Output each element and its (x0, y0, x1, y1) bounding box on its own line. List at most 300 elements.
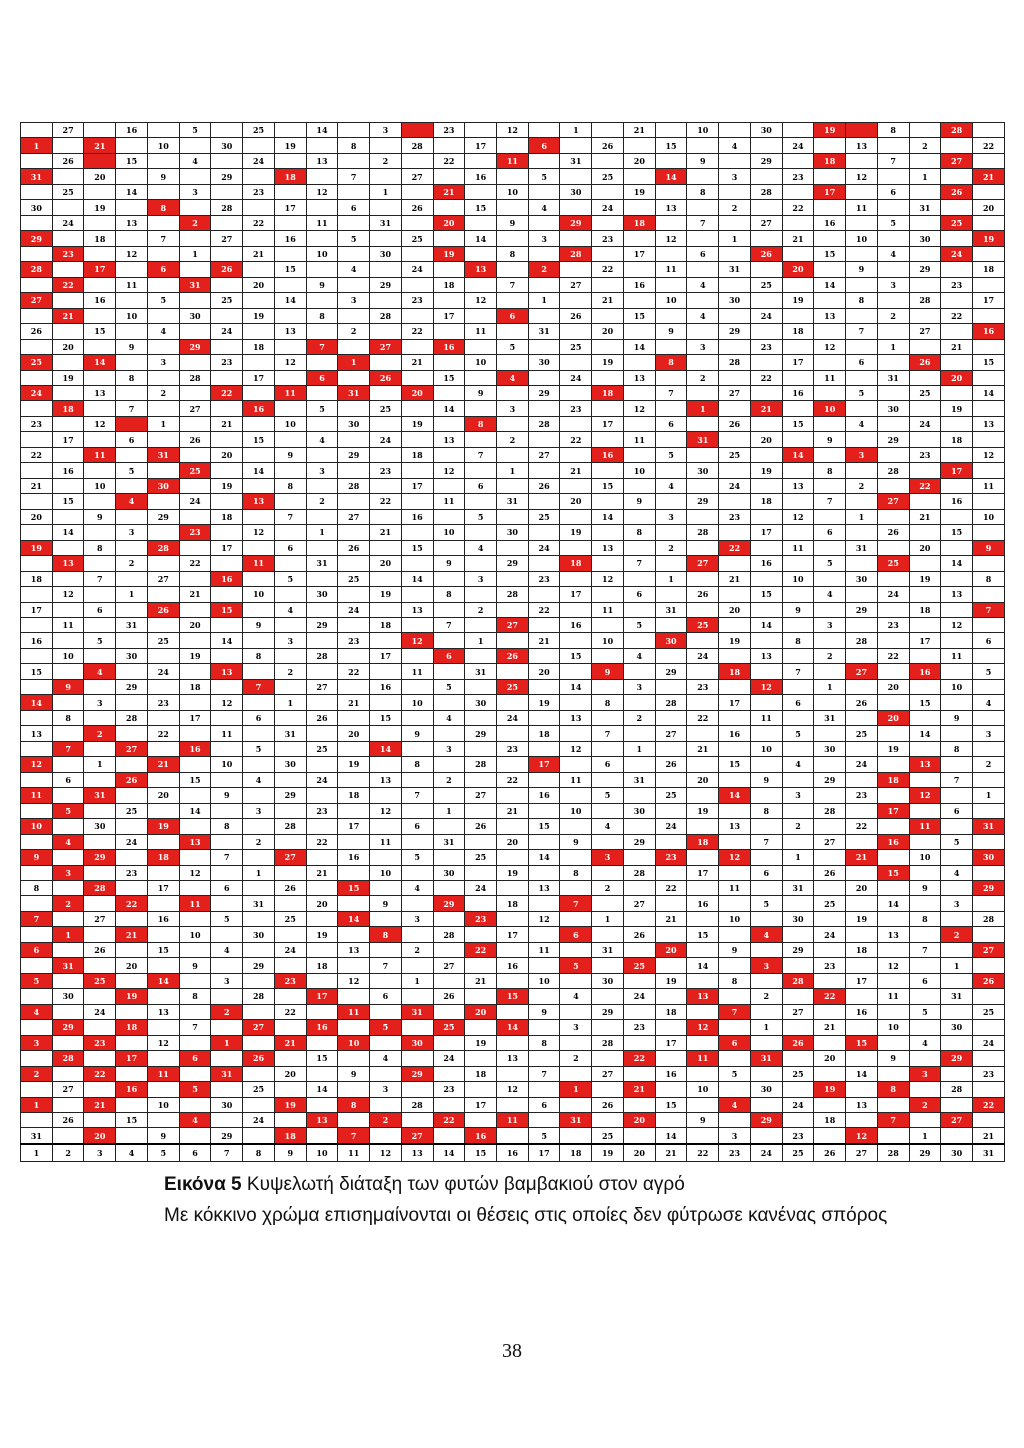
grid-cell (179, 355, 211, 370)
grid-cell (814, 911, 846, 926)
grid-cell (782, 401, 814, 416)
grid-row (21, 571, 1005, 586)
grid-cell-missing: 11 (84, 447, 116, 462)
grid-cell-missing: 27 (370, 339, 402, 354)
grid-cell (338, 370, 370, 385)
grid-cell: 19 (877, 741, 909, 756)
grid-cell (179, 788, 211, 803)
grid-cell: 17 (497, 927, 529, 942)
grid-cell (116, 911, 148, 926)
grid-row (21, 633, 1005, 648)
grid-cell: 31 (306, 556, 338, 571)
grid-cell-missing: 11 (497, 1113, 529, 1128)
grid-cell (433, 602, 465, 617)
grid-cell (211, 246, 243, 261)
grid-cell (560, 540, 592, 555)
grid-cell (846, 989, 878, 1004)
grid-cell-missing: 3 (909, 1066, 941, 1081)
grid-cell: 21 (623, 123, 655, 138)
grid-cell (147, 958, 179, 973)
grid-cell: 8 (116, 370, 148, 385)
grid-row (21, 246, 1005, 261)
grid-cell: 28 (750, 184, 782, 199)
grid-cell-missing: 27 (846, 664, 878, 679)
grid-cell (497, 509, 529, 524)
grid-cell (528, 370, 560, 385)
grid-cell (274, 153, 306, 168)
grid-cell: 28 (243, 989, 275, 1004)
grid-cell (116, 1097, 148, 1112)
grid-cell (973, 494, 1005, 509)
grid-cell (243, 447, 275, 462)
grid-row (21, 710, 1005, 725)
grid-cell: 2 (973, 757, 1005, 772)
grid-cell: 2 (814, 648, 846, 663)
grid-cell (274, 463, 306, 478)
grid-cell (401, 401, 433, 416)
grid-cell: 21 (370, 525, 402, 540)
grid-cell (687, 231, 719, 246)
grid-cell-missing: 6 (21, 942, 53, 957)
grid-cell: 28 (592, 1035, 624, 1050)
grid-cell (211, 772, 243, 787)
grid-cell: 27 (719, 385, 751, 400)
grid-cell: 3 (274, 633, 306, 648)
grid-cell: 24 (623, 989, 655, 1004)
grid-cell (687, 664, 719, 679)
grid-cell (814, 1128, 846, 1144)
grid-cell: 7 (338, 169, 370, 184)
grid-cell: 10 (147, 138, 179, 153)
grid-cell-missing: 16 (211, 571, 243, 586)
grid-cell (846, 896, 878, 911)
grid-cell (877, 757, 909, 772)
grid-cell (592, 463, 624, 478)
grid-cell (846, 215, 878, 230)
grid-cell: 12 (338, 973, 370, 988)
grid-cell: 20 (497, 834, 529, 849)
grid-cell (814, 416, 846, 431)
grid-cell: 26 (274, 880, 306, 895)
grid-cell (84, 463, 116, 478)
grid-row (21, 1066, 1005, 1081)
grid-cell-missing: 11 (338, 1004, 370, 1019)
grid-cell: 28 (973, 911, 1005, 926)
grid-cell: 9 (687, 1113, 719, 1128)
grid-cell (147, 710, 179, 725)
grid-cell: 12 (623, 401, 655, 416)
grid-cell: 25 (846, 726, 878, 741)
grid-cell-missing: 25 (941, 215, 973, 230)
cotton-plant-grid (20, 122, 1005, 1162)
grid-cell: 12 (465, 293, 497, 308)
grid-cell: 16 (401, 509, 433, 524)
grid-cell-missing: 22 (52, 277, 84, 292)
caption-title: Κυψελωτή διάταξη των φυτών βαμβακιού στον αγρό (246, 1174, 685, 1195)
grid-cell: 5 (592, 788, 624, 803)
grid-cell (528, 587, 560, 602)
grid-cell (877, 293, 909, 308)
grid-cell (560, 1097, 592, 1112)
grid-cell: 1 (433, 803, 465, 818)
grid-cell (338, 1020, 370, 1035)
grid-cell-missing: 24 (21, 385, 53, 400)
grid-cell: 6 (116, 432, 148, 447)
grid-cell (211, 123, 243, 138)
grid-cell: 19 (179, 648, 211, 663)
grid-cell-missing: 13 (306, 1113, 338, 1128)
grid-cell-missing: 31 (52, 958, 84, 973)
grid-cell-missing: 18 (623, 215, 655, 230)
grid-cell-missing: 19 (21, 540, 53, 555)
column-number: 21 (655, 1144, 687, 1161)
grid-cell (84, 525, 116, 540)
grid-cell (306, 169, 338, 184)
grid-cell (973, 153, 1005, 168)
grid-cell (623, 788, 655, 803)
grid-cell: 6 (370, 989, 402, 1004)
grid-cell: 18 (750, 494, 782, 509)
grid-cell: 16 (687, 896, 719, 911)
grid-cell-missing: 1 (338, 355, 370, 370)
grid-cell (592, 927, 624, 942)
grid-cell (243, 540, 275, 555)
grid-cell-missing: 19 (814, 1082, 846, 1097)
grid-cell: 17 (179, 710, 211, 725)
grid-cell (52, 293, 84, 308)
grid-cell (433, 942, 465, 957)
grid-cell: 14 (401, 571, 433, 586)
grid-cell-missing: 28 (52, 1051, 84, 1066)
grid-row (21, 401, 1005, 416)
grid-cell-missing: 4 (116, 494, 148, 509)
grid-cell: 11 (560, 772, 592, 787)
grid-cell (750, 633, 782, 648)
grid-cell: 2 (147, 385, 179, 400)
grid-cell: 18 (528, 726, 560, 741)
grid-row (21, 927, 1005, 942)
grid-cell (750, 1097, 782, 1112)
grid-cell: 21 (814, 1020, 846, 1035)
grid-cell: 24 (687, 648, 719, 663)
grid-cell: 13 (560, 710, 592, 725)
grid-cell: 6 (973, 633, 1005, 648)
grid-cell: 10 (687, 123, 719, 138)
grid-cell (719, 1082, 751, 1097)
grid-cell (401, 184, 433, 199)
grid-cell: 10 (497, 184, 529, 199)
grid-cell-missing: 23 (179, 525, 211, 540)
grid-cell: 15 (560, 648, 592, 663)
grid-cell: 30 (338, 416, 370, 431)
grid-cell (592, 123, 624, 138)
grid-cell: 27 (147, 571, 179, 586)
grid-cell (655, 123, 687, 138)
grid-cell (782, 927, 814, 942)
grid-cell: 12 (274, 355, 306, 370)
grid-cell: 18 (497, 896, 529, 911)
grid-cell (814, 788, 846, 803)
grid-cell-missing: 13 (687, 989, 719, 1004)
grid-cell (147, 679, 179, 694)
grid-cell: 24 (497, 710, 529, 725)
grid-cell: 17 (623, 246, 655, 261)
grid-cell: 10 (433, 525, 465, 540)
grid-cell: 20 (116, 958, 148, 973)
grid-cell-missing: 21 (623, 1082, 655, 1097)
grid-cell (687, 911, 719, 926)
grid-cell (211, 184, 243, 199)
grid-cell-missing: 25 (877, 556, 909, 571)
grid-cell (814, 200, 846, 215)
grid-cell: 4 (592, 819, 624, 834)
grid-cell-missing: 26 (909, 355, 941, 370)
grid-cell-missing: 12 (750, 679, 782, 694)
grid-cell-missing: 19 (274, 1097, 306, 1112)
grid-cell (306, 385, 338, 400)
grid-cell: 14 (846, 1066, 878, 1081)
grid-cell (877, 416, 909, 431)
grid-cell-missing: 7 (52, 741, 84, 756)
grid-cell-missing: 28 (941, 123, 973, 138)
grid-cell-missing: 13 (179, 834, 211, 849)
grid-cell (528, 618, 560, 633)
grid-cell: 30 (719, 293, 751, 308)
grid-cell (877, 633, 909, 648)
grid-cell (941, 942, 973, 957)
grid-cell (814, 571, 846, 586)
grid-cell: 15 (528, 819, 560, 834)
grid-cell (941, 602, 973, 617)
grid-cell (52, 540, 84, 555)
grid-cell (21, 246, 53, 261)
grid-cell-missing: 18 (274, 1128, 306, 1144)
grid-cell-missing: 26 (973, 973, 1005, 988)
grid-cell (497, 942, 529, 957)
grid-cell (243, 757, 275, 772)
grid-row (21, 1113, 1005, 1128)
grid-cell-missing: 5 (560, 958, 592, 973)
grid-cell: 23 (560, 401, 592, 416)
grid-cell: 3 (465, 571, 497, 586)
grid-cell (274, 556, 306, 571)
grid-cell: 12 (433, 463, 465, 478)
grid-cell (846, 401, 878, 416)
grid-cell: 28 (623, 865, 655, 880)
grid-cell (243, 973, 275, 988)
grid-cell: 2 (401, 942, 433, 957)
grid-cell (306, 509, 338, 524)
grid-cell: 2 (338, 324, 370, 339)
grid-row (21, 1020, 1005, 1035)
grid-cell (846, 927, 878, 942)
grid-cell: 22 (274, 1004, 306, 1019)
grid-cell-missing: 14 (370, 741, 402, 756)
grid-row (21, 788, 1005, 803)
grid-cell (687, 138, 719, 153)
grid-cell: 29 (750, 153, 782, 168)
grid-cell: 3 (528, 231, 560, 246)
grid-cell (623, 416, 655, 431)
grid-cell: 3 (719, 169, 751, 184)
grid-cell (306, 540, 338, 555)
grid-cell (750, 571, 782, 586)
grid-cell: 29 (243, 958, 275, 973)
grid-cell: 6 (846, 355, 878, 370)
grid-cell (814, 973, 846, 988)
grid-cell (846, 432, 878, 447)
grid-cell (528, 463, 560, 478)
grid-cell (623, 1004, 655, 1019)
grid-row (21, 370, 1005, 385)
grid-cell (52, 1004, 84, 1019)
grid-cell (433, 385, 465, 400)
grid-cell (179, 664, 211, 679)
grid-cell: 27 (465, 788, 497, 803)
grid-cell (719, 463, 751, 478)
grid-cell (719, 308, 751, 323)
grid-cell (116, 293, 148, 308)
grid-cell (941, 695, 973, 710)
grid-cell (592, 153, 624, 168)
grid-cell: 9 (147, 1128, 179, 1144)
grid-cell: 29 (116, 679, 148, 694)
grid-cell (243, 850, 275, 865)
grid-cell (243, 695, 275, 710)
grid-cell: 1 (306, 525, 338, 540)
grid-cell-missing: 11 (179, 896, 211, 911)
grid-cell: 8 (814, 463, 846, 478)
grid-cell: 24 (52, 215, 84, 230)
grid-cell (973, 648, 1005, 663)
grid-row (21, 973, 1005, 988)
grid-cell: 4 (623, 648, 655, 663)
grid-cell (877, 788, 909, 803)
grid-cell (465, 803, 497, 818)
grid-cell-missing: 12 (909, 788, 941, 803)
grid-cell: 13 (750, 648, 782, 663)
grid-cell (909, 927, 941, 942)
grid-cell: 15 (52, 494, 84, 509)
grid-cell: 30 (433, 865, 465, 880)
grid-cell (623, 231, 655, 246)
grid-cell (84, 834, 116, 849)
grid-cell (528, 834, 560, 849)
grid-cell (116, 695, 148, 710)
grid-cell-missing: 31 (84, 788, 116, 803)
caption-note: Με κόκκινο χρώμα επισημαίνονται οι θέσεις στις οποίες δεν φύτρωσε κανένας σπόρος (164, 1205, 888, 1226)
grid-cell: 21 (243, 246, 275, 261)
grid-cell (877, 973, 909, 988)
grid-cell (497, 602, 529, 617)
grid-cell (623, 293, 655, 308)
grid-cell (338, 215, 370, 230)
grid-cell (623, 1097, 655, 1112)
grid-cell: 16 (719, 726, 751, 741)
grid-cell: 17 (52, 432, 84, 447)
grid-cell (306, 757, 338, 772)
grid-cell: 4 (560, 989, 592, 1004)
grid-cell-missing: 16 (973, 324, 1005, 339)
grid-cell-missing: 14 (84, 355, 116, 370)
grid-cell-missing: 8 (877, 1082, 909, 1097)
grid-cell (211, 370, 243, 385)
grid-cell: 17 (687, 865, 719, 880)
grid-cell: 7 (750, 834, 782, 849)
grid-cell-missing: 5 (179, 1082, 211, 1097)
grid-cell: 8 (750, 803, 782, 818)
grid-row (21, 803, 1005, 818)
grid-row (21, 262, 1005, 277)
grid-cell (814, 695, 846, 710)
grid-cell (401, 648, 433, 663)
grid-cell (211, 556, 243, 571)
grid-cell-missing: 2 (52, 896, 84, 911)
grid-cell: 24 (750, 308, 782, 323)
grid-cell: 13 (274, 324, 306, 339)
grid-cell-missing: 18 (274, 169, 306, 184)
grid-cell (147, 927, 179, 942)
grid-cell: 4 (687, 308, 719, 323)
grid-cell (941, 973, 973, 988)
grid-cell (973, 1020, 1005, 1035)
grid-cell (84, 648, 116, 663)
grid-cell: 14 (750, 618, 782, 633)
grid-cell: 19 (782, 293, 814, 308)
grid-cell (560, 200, 592, 215)
grid-cell-missing: 11 (687, 1051, 719, 1066)
grid-cell: 4 (433, 710, 465, 725)
grid-cell-missing: 14 (338, 911, 370, 926)
grid-cell (719, 215, 751, 230)
grid-cell: 9 (877, 1051, 909, 1066)
grid-cell (338, 463, 370, 478)
grid-cell: 28 (687, 525, 719, 540)
grid-cell (306, 664, 338, 679)
grid-cell: 2 (433, 772, 465, 787)
grid-cell (84, 401, 116, 416)
grid-cell (687, 169, 719, 184)
grid-cell: 15 (687, 927, 719, 942)
grid-row (21, 1128, 1005, 1144)
grid-cell (370, 416, 402, 431)
grid-cell: 17 (560, 587, 592, 602)
grid-cell: 31 (465, 664, 497, 679)
grid-cell (814, 1035, 846, 1050)
grid-cell (52, 726, 84, 741)
grid-cell (719, 958, 751, 973)
grid-cell (243, 788, 275, 803)
grid-cell: 17 (782, 355, 814, 370)
grid-cell-missing: 21 (84, 1097, 116, 1112)
grid-cell (528, 741, 560, 756)
grid-cell: 30 (179, 308, 211, 323)
grid-cell (274, 618, 306, 633)
grid-cell (719, 1051, 751, 1066)
grid-cell: 24 (306, 772, 338, 787)
grid-cell (750, 1066, 782, 1081)
grid-cell (687, 788, 719, 803)
grid-cell: 31 (560, 153, 592, 168)
grid-cell-missing: 6 (719, 1035, 751, 1050)
grid-cell (973, 772, 1005, 787)
grid-cell: 13 (941, 587, 973, 602)
grid-cell (274, 803, 306, 818)
grid-cell: 26 (465, 819, 497, 834)
grid-cell: 21 (401, 355, 433, 370)
grid-cell: 6 (274, 540, 306, 555)
grid-cell (846, 710, 878, 725)
